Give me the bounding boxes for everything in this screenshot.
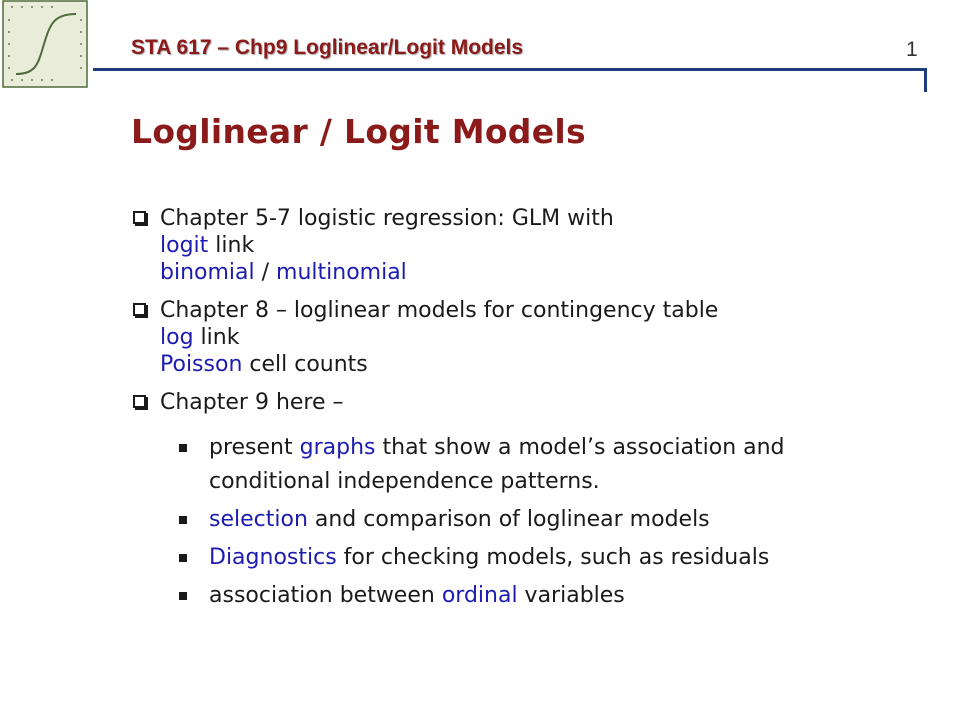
bullet-text: Chapter 8 – loglinear models for contingency table xyxy=(160,298,719,323)
bullet-text: Chapter 5-7 logistic regression: GLM with xyxy=(160,206,614,231)
bullet-line xyxy=(160,259,931,286)
bullet-text: conditional independence patterns. xyxy=(209,469,600,494)
emphasis-text: Diagnostics xyxy=(209,545,337,570)
bullet-text: and comparison of loglinear models xyxy=(307,507,710,532)
bullet-line xyxy=(209,541,931,575)
bullet-item xyxy=(131,389,931,613)
square-bullet-icon xyxy=(179,592,187,600)
bullet-line xyxy=(209,579,931,613)
bullet-list xyxy=(131,205,931,613)
emphasis-text: ordinal xyxy=(441,583,518,608)
sub-bullet-item xyxy=(131,579,931,613)
bullet-line xyxy=(160,205,931,232)
bullet-text: link xyxy=(208,233,255,258)
square-bullet-icon xyxy=(179,516,187,524)
bullet-text: cell counts xyxy=(242,352,368,377)
bullet-text: variables xyxy=(517,583,625,608)
header-rule-corner xyxy=(924,68,927,92)
emphasis-text: graphs xyxy=(299,435,376,460)
emphasis-text: multinomial xyxy=(276,260,407,285)
emphasis-text: logit xyxy=(160,233,209,258)
bullet-text: / xyxy=(254,260,277,285)
bullet-line xyxy=(160,232,931,259)
bullet-item xyxy=(131,297,931,378)
emphasis-text: binomial xyxy=(160,260,255,285)
bullet-text: present xyxy=(209,435,300,460)
sigmoid-curve-logo xyxy=(2,0,88,88)
bullet-line xyxy=(209,465,931,499)
course-title: STA 617 – Chp9 Loglinear/Logit Models xyxy=(131,36,524,59)
bullet-text: that show a model’s association and xyxy=(375,435,785,460)
sub-bullet-item xyxy=(131,431,931,499)
bullet-line xyxy=(209,503,931,537)
sub-bullet-list xyxy=(131,431,931,613)
checkbox-bullet-icon xyxy=(133,211,146,224)
sub-bullet-item xyxy=(131,541,931,575)
slide-title: Loglinear / Logit Models xyxy=(131,112,586,151)
bullet-text: for checking models, such as residuals xyxy=(336,545,770,570)
bullet-item xyxy=(131,205,931,286)
sub-bullet-item xyxy=(131,503,931,537)
square-bullet-icon xyxy=(179,554,187,562)
emphasis-text: selection xyxy=(209,507,308,532)
bullet-line xyxy=(160,389,931,416)
bullet-line xyxy=(160,324,931,351)
checkbox-bullet-icon xyxy=(133,395,146,408)
square-bullet-icon xyxy=(179,444,187,452)
emphasis-text: log xyxy=(160,325,194,350)
page-number: 1 xyxy=(906,38,918,61)
bullet-text: link xyxy=(193,325,240,350)
header-rule xyxy=(93,68,927,71)
bullet-text: association between xyxy=(209,583,442,608)
bullet-text: Chapter 9 here – xyxy=(160,390,344,415)
bullet-line xyxy=(160,351,931,378)
checkbox-bullet-icon xyxy=(133,303,146,316)
emphasis-text: Poisson xyxy=(160,352,243,377)
bullet-line xyxy=(209,431,931,465)
bullet-line xyxy=(160,297,931,324)
